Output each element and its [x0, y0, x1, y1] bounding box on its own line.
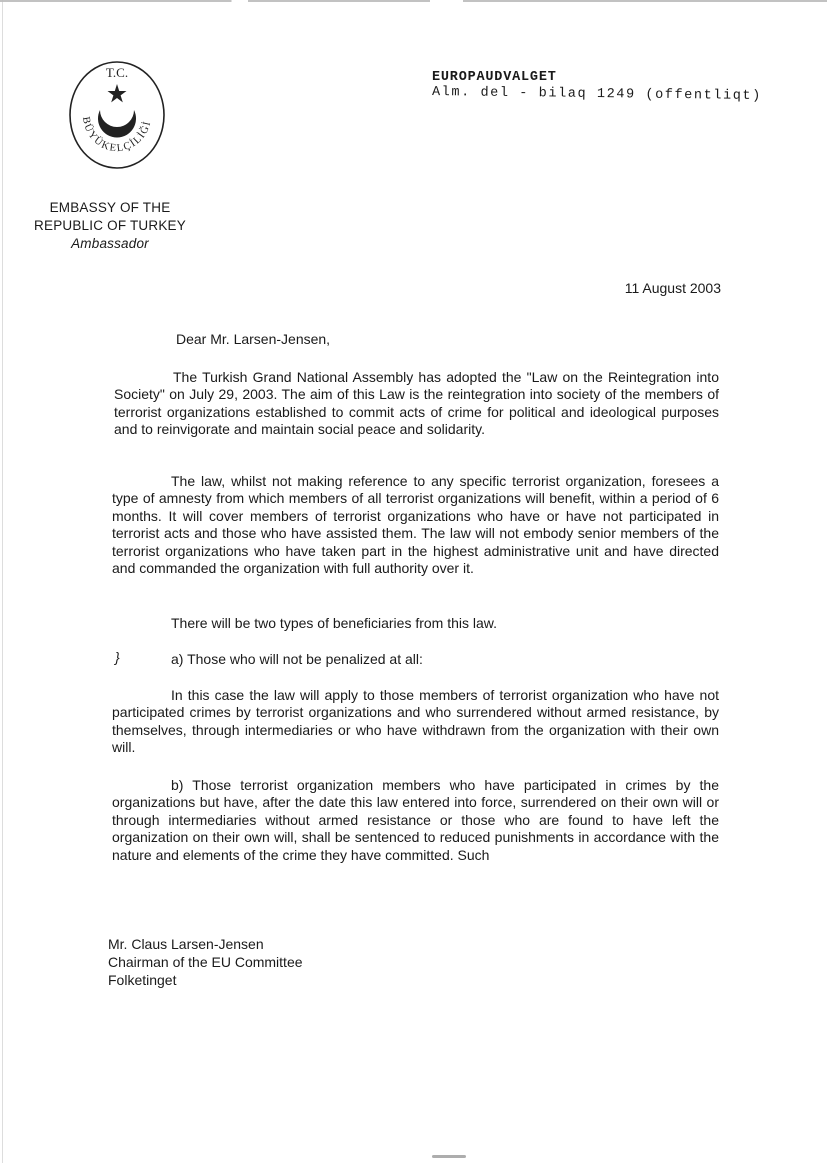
- stamp-line-2: Alm. del - bilaq 1249 (offentliqt): [431, 85, 762, 105]
- paragraph-2: The law, whilst not making reference to any specific terrorist organization, foresees a type of amnesty from which members of all terrorist organizations will benefit, within a period of 6 months. It will cover members of terrorist organizations who have or have not participated in terrorist acts and those who have assisted them. The law will not embody senior members of the terrorist organizations who have taken part in the highest administrative unit and have directed and commanded the organization with full authority over it.: [112, 473, 719, 577]
- archive-stamp: [431, 70, 762, 105]
- salutation: Dear Mr. Larsen-Jensen,: [176, 331, 331, 347]
- paragraph-3: There will be two types of beneficiaries from this law.: [171, 615, 498, 631]
- scan-smudge: [432, 1155, 466, 1158]
- sender-line-2: REPUBLIC OF TURKEY: [34, 218, 186, 233]
- scan-edge-top: [0, 0, 827, 2]
- paragraph-5: In this case the law will apply to those members of terrorist organization who have not participated crimes by terrorist organizations and who surrendered without armed resistance, by themselves, through intermediaries or who have withdrawn from the organization with their own will.: [112, 687, 719, 756]
- stamp-line-1: EUROPAUDVALGET: [432, 70, 557, 85]
- addressee-org: Folketinget: [108, 972, 177, 988]
- paragraph-1: The Turkish Grand National Assembly has adopted the "Law on the Reintegration into Society" on July 29, 2003. The aim of this Law is the reintegration into society of the members of terrorist organizations established to commit acts of crime for political and ideological purposes and to reinvigorate and maintain social peace and solidarity.: [114, 369, 719, 438]
- seal-ring-text: BÜYÜKELÇİLİĞİ: [79, 115, 154, 155]
- addressee-title: Chairman of the EU Committee: [108, 954, 303, 970]
- margin-mark: }: [115, 649, 120, 665]
- sender-block: [30, 199, 190, 253]
- paragraph-6: b) Those terrorist organization members who have participated in crimes by the organizations but have, after the date this law entered into force, surrendered on their own will or through intermediaries without armed resistance or those who are found to have left the organization on their own will, shall be sentenced to reduced punishments in accordance with the nature and elements of the crime they have committed. Such: [112, 777, 719, 863]
- sender-line-1: EMBASSY OF THE: [49, 200, 171, 215]
- addressee-block: [108, 935, 303, 989]
- letter-date: 11 August 2003: [624, 280, 721, 296]
- embassy-seal-icon: [68, 60, 166, 170]
- scan-edge-left: [2, 0, 3, 1163]
- addressee-name: Mr. Claus Larsen-Jensen: [108, 936, 264, 952]
- sender-title: Ambassador: [71, 236, 149, 251]
- seal-top-text: T.C.: [105, 65, 129, 80]
- paragraph-4: a) Those who will not be penalized at all:: [171, 651, 423, 667]
